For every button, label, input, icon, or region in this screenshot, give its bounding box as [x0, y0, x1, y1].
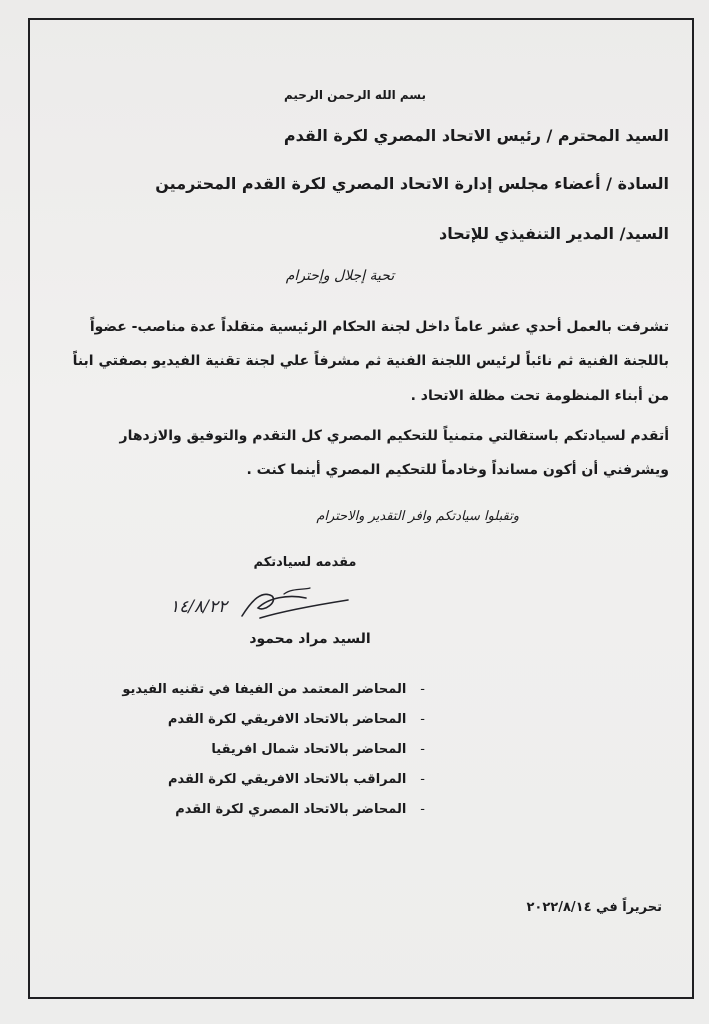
addressee-board: السادة / أعضاء مجلس إدارة الاتحاد المصري لكرة القدم المحترمين	[155, 174, 669, 193]
qualification-text: المراقب بالاتحاد الافريقي لكرة القدم	[168, 771, 407, 787]
signer-name: السيد مراد محمود	[249, 631, 371, 647]
presented-by: مقدمه لسيادتكم	[253, 555, 357, 570]
list-marker: -	[420, 681, 425, 697]
list-item	[122, 764, 425, 794]
list-item	[122, 704, 425, 734]
addressee-president: السيد المحترم / رئيس الاتحاد المصري لكرة القدم	[283, 126, 669, 145]
written-date: تحريراً في ٢٠٢٢/٨/١٤	[526, 900, 662, 915]
qualification-text: المحاضر بالاتحاد المصري لكرة القدم	[175, 801, 407, 817]
qualification-text: المحاضر المعتمد من الفيفا في تقنيه الفيديو	[122, 681, 407, 697]
closing-remark: وتقبلوا سيادتكم وافر التقدير والاحترام	[316, 509, 519, 524]
list-marker: -	[420, 771, 425, 787]
signature-date: ١٤/٨/٢٢	[170, 597, 228, 617]
list-item	[122, 674, 425, 704]
qualification-text: المحاضر بالاتحاد الافريقي لكرة القدم	[167, 711, 407, 727]
body-line: باللجنة الفنية ثم نائباً لرئيس اللجنة الفنية ثم مشرفاً علي لجنة تقنية الفيديو بصفتي ابناً	[72, 353, 669, 369]
addressee-executive-director: السيد/ المدير التنفيذي للإتحاد	[439, 224, 669, 243]
body-line: ويشرفني أن أكون مسانداً وخادماً للتحكيم المصري أينما كنت .	[246, 462, 669, 478]
list-marker: -	[420, 801, 425, 817]
qualifications-list	[122, 674, 425, 824]
qualification-text: المحاضر بالاتحاد شمال افريقيا	[211, 741, 407, 757]
list-item	[122, 794, 425, 824]
body-line: تشرفت بالعمل أحدي عشر عاماً داخل لجنة الحكام الرئيسية متقلداً عدة مناصب- عضواً	[89, 319, 669, 335]
list-marker: -	[420, 711, 425, 727]
body-line: من أبناء المنظومة تحت مظلة الاتحاد .	[410, 388, 669, 404]
handwritten-signature	[160, 582, 360, 630]
basmala: بسم الله الرحمن الرحيم	[283, 88, 427, 102]
body-line: أتقدم لسيادتكم باستقالتي متمنياً للتحكيم المصري كل التقدم والتوفيق والازدهار	[119, 428, 669, 444]
list-marker: -	[420, 741, 425, 757]
list-item	[122, 734, 425, 764]
greeting: تحية إجلال وإحترام	[285, 268, 395, 284]
